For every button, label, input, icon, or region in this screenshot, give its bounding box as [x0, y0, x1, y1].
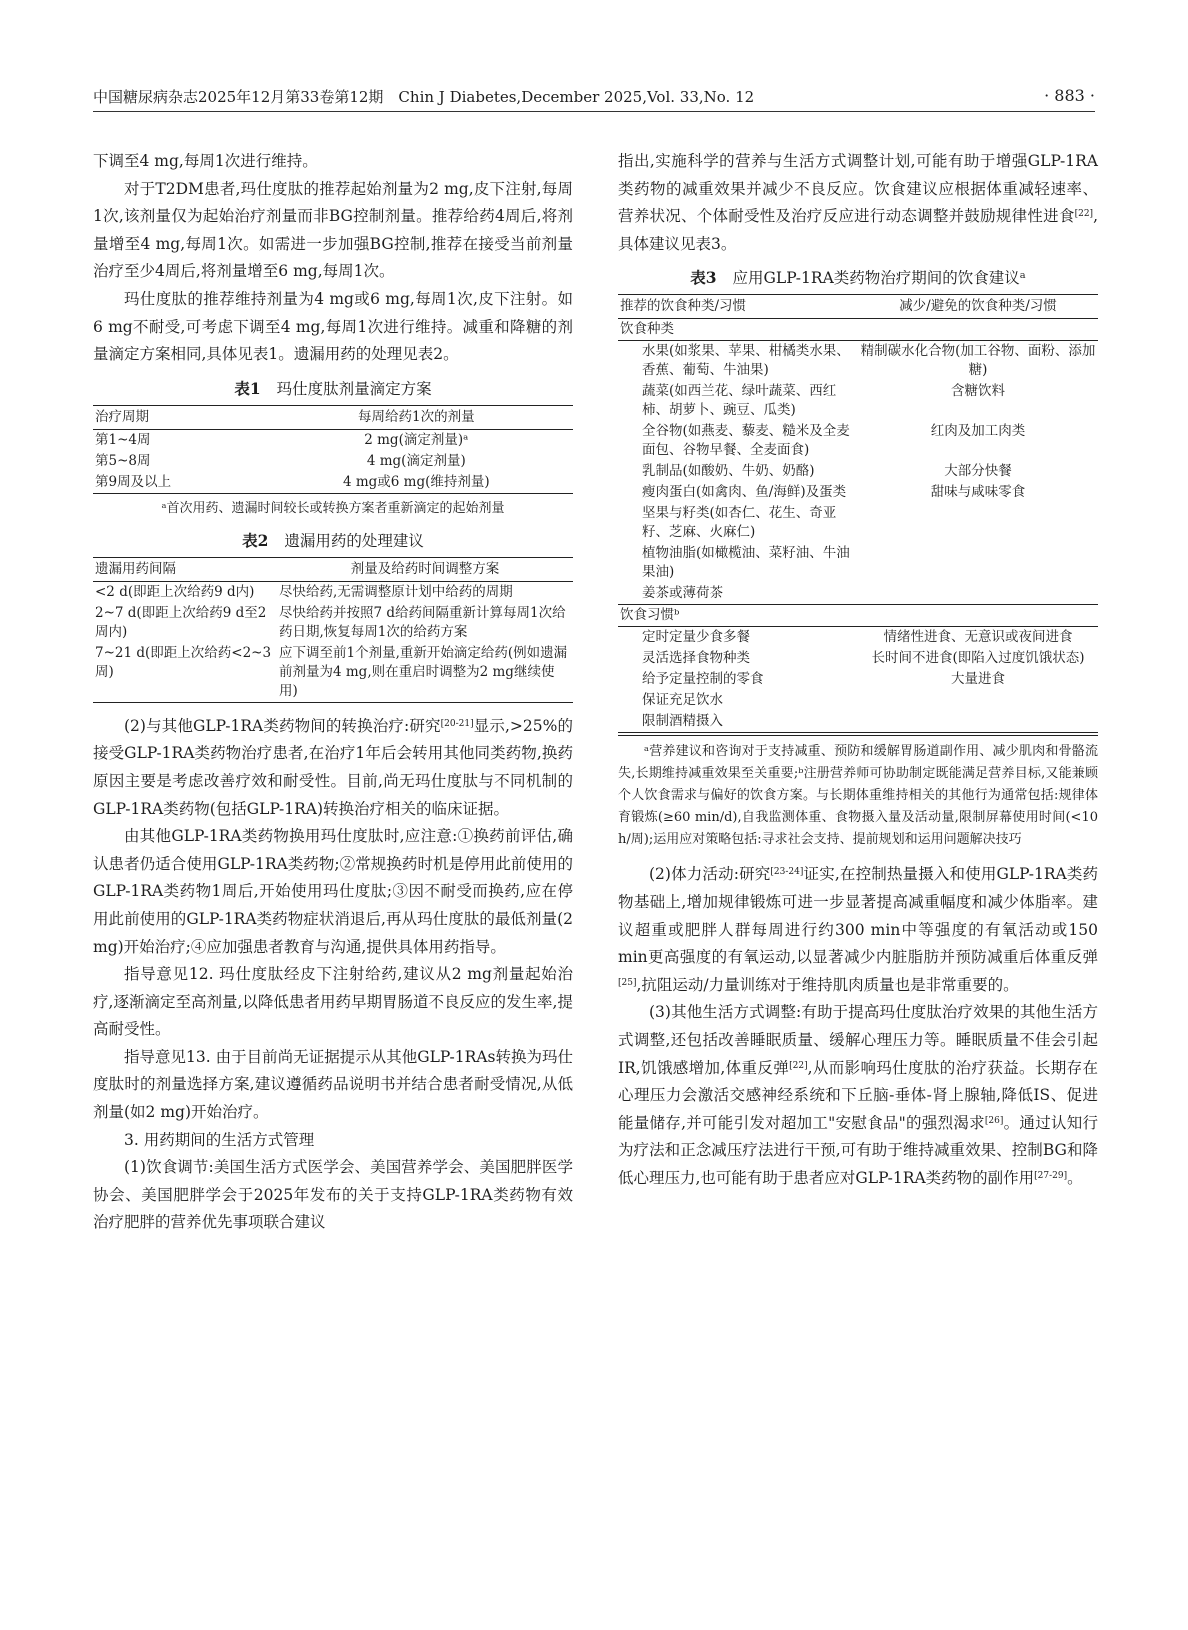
- table-cell: [858, 583, 1098, 605]
- text-run: 。通过认知行为疗法和正念减压疗法进行干预,可有助于维持减重效果、控制BG和降低心理压力,也可能有助于患者应对GLP-1RA类药物的副作用: [618, 1113, 1099, 1187]
- table-row: [93, 643, 573, 703]
- citation: [27-29]: [1034, 1170, 1068, 1181]
- table-cell: <2 d(即距上次给药9 d内): [95, 583, 255, 600]
- table-cell: 大量进食: [951, 671, 1005, 688]
- text-run: 指出,实施科学的营养与生活方式调整计划,可能有助于增强GLP-1RA类药物的减重效果并减少不良反应。饮食建议应根据体重减轻速率、营养状况、个体耐受性及治疗反应进行动态调整并鼓励规律性进食: [618, 152, 1098, 226]
- table-row: [93, 451, 573, 472]
- table-section-label: 饮食习惯ᵇ: [618, 605, 1098, 627]
- table2: [93, 557, 573, 703]
- paragraph: 由其他GLP-1RA类药物换用玛仕度肽时,应注意:①换药前评估,确认患者仍适合使用GLP-1RA类药物;②常规换药时机是停用此前使用的GLP-1RA类药物1周后,开始使用玛仕度肽;③因不耐受而换药,应在停用此前使用的GLP-1RA类药物症状消退后,再从玛仕度肽的最低剂量(2 mg)开始治疗;④应加强患者教育与沟通,提供具体用药指导。: [93, 827, 573, 956]
- table-row: [618, 669, 1098, 690]
- table2-caption: [93, 529, 573, 553]
- text-run: ,具体建议见表3。: [618, 207, 1098, 253]
- table1-footnote: ᵃ首次用药、遗漏时间较长或转换方案者重新滴定的起始剂量: [161, 500, 505, 516]
- table-cell: 灵活选择食物种类: [642, 650, 750, 667]
- table-header: 治疗周期: [93, 405, 260, 429]
- table-section-row: [618, 605, 1098, 627]
- table3-caption: [618, 266, 1098, 290]
- table-row: [618, 341, 1098, 382]
- table1: [93, 405, 573, 494]
- text-run: 。: [1067, 1168, 1083, 1187]
- table-row: [93, 581, 573, 603]
- table-row: [93, 429, 573, 451]
- table-cell: 4 mg或6 mg(维持剂量): [260, 472, 573, 494]
- table-section-label: 饮食种类: [618, 319, 1098, 341]
- right-column: [618, 148, 1098, 1193]
- table-cell: 红肉及加工肉类: [930, 423, 1026, 440]
- section-heading: 3. 用药期间的生活方式管理: [124, 1130, 315, 1149]
- paragraph: [618, 861, 1098, 999]
- table-header: 减少/避免的饮食种类/习惯: [858, 295, 1098, 319]
- table-row: [618, 648, 1098, 669]
- table-cell: 第1~4周: [95, 431, 151, 448]
- header-rule: [93, 111, 1095, 112]
- table-header-row: [93, 405, 573, 429]
- table-row: [93, 472, 573, 494]
- left-column: [93, 148, 573, 1237]
- table-cell: 情绪性进食、无意识或夜间进食: [883, 629, 1073, 646]
- citation: [20-21]: [440, 718, 474, 729]
- table-section-row: [618, 319, 1098, 341]
- table-header: 推荐的饮食种类/习惯: [618, 295, 858, 319]
- table-cell: 第9周及以上: [93, 472, 260, 494]
- table-cell: 坚果与籽类(如杏仁、花生、奇亚籽、芝麻、火麻仁): [642, 505, 837, 541]
- paragraph: [618, 148, 1098, 258]
- text-run: 证实,在控制热量摄入和使用GLP-1RA类药物基础上,增加规律锻炼可进一步显著提高减重幅度和减少体脂率。建议超重或肥胖人群每周进行约300 min中等强度的有氧活动或150 min更高强度的有氧运动,以显著减少内脏脂肪并预防减重后体重反弹: [618, 865, 1098, 967]
- paragraph: [618, 999, 1098, 1192]
- table-cell: 7~21 d(即距上次给药<2~3周): [93, 643, 277, 703]
- table-end-row: [618, 733, 1098, 736]
- table-cell: 给予定量控制的零食: [642, 671, 764, 688]
- table-row: [618, 711, 1098, 733]
- table-cell: 水果(如浆果、苹果、柑橘类水果、香蕉、葡萄、牛油果): [642, 343, 850, 379]
- table-row: [618, 543, 1098, 583]
- guidance-13-paragraph: 指导意见12. 玛仕度肽经皮下注射给药,建议从2 mg剂量起始治疗,逐渐滴定至高剂量,以降低患者用药早期胃肠道不良反应的发生率,提高耐受性。: [93, 965, 573, 1039]
- table-cell: 全谷物(如燕麦、藜麦、糙米及全麦面包、谷物早餐、全麦面食): [642, 423, 850, 459]
- table1-caption: [93, 377, 573, 401]
- table-cell: 姜茶或薄荷茶: [618, 583, 858, 605]
- table-cell: 乳制品(如酸奶、牛奶、奶酪): [642, 463, 815, 480]
- table-cell: [858, 711, 1098, 733]
- table-cell: 尽快给药并按照7 d给药间隔重新计算每周1次给药日期,恢复每周1次的给药方案: [279, 604, 566, 640]
- citation: [22]: [789, 1060, 808, 1071]
- table-header: 剂量及给药时间调整方案: [277, 557, 573, 581]
- text-run: ,抗阻运动/力量训练对于维持肌肉质量也是非常重要的。: [636, 975, 1019, 994]
- table-row: [618, 381, 1098, 421]
- table-header: 每周给药1次的剂量: [260, 405, 573, 429]
- table-row: [618, 503, 1098, 543]
- table-cell: 保证充足饮水: [642, 692, 723, 709]
- text-run: (3)其他生活方式调整:有助于提高玛仕度肽治疗效果的其他生活方式调整,还包括改善睡眠质量、缓解心理压力等。睡眠质量不佳会引起IR,饥饿感增加,体重反弹: [618, 1003, 1098, 1077]
- paragraph: (1)饮食调节:美国生活方式医学会、美国营养学会、美国肥胖医学协会、美国肥胖学会于2025年发布的关于支持GLP-1RA类药物有效治疗肥胖的营养优先事项联合建议: [93, 1158, 573, 1232]
- guidance-14-paragraph: 指导意见13. 由于目前尚无证据提示从其他GLP-1RAs转换为玛仕度肽时的剂量选择方案,建议遵循药品说明书并结合患者耐受情况,从低剂量(如2 mg)开始治疗。: [93, 1047, 573, 1122]
- table-header-row: [93, 557, 573, 581]
- table3-number: 表3: [690, 268, 717, 288]
- table-row: [618, 461, 1098, 482]
- table-row: [618, 627, 1098, 649]
- table2-number: 表2: [242, 530, 269, 550]
- citation: [23-24]: [770, 867, 804, 878]
- text-run: 显示,>25%的接受GLP-1RA类药物治疗患者,在治疗1年后会转用其他同类药物,换药原因主要是考虑改善疗效和耐受性。目前,尚无玛仕度肽与不同机制的GLP-1RA类药物(包括GLP-1RA)转换治疗相关的临床证据。: [93, 716, 573, 818]
- table1-title: 玛仕度肽剂量滴定方案: [276, 379, 432, 398]
- table-row: [618, 482, 1098, 503]
- paragraph: 玛仕度肽的推荐维持剂量为4 mg或6 mg,每周1次,皮下注射。如6 mg不耐受,可考虑下调至4 mg,每周1次进行维持。减重和降糖的剂量滴定方案相同,具体见表1。遗漏用药的处理见表2。: [93, 289, 573, 364]
- page-number: · 883 ·: [1044, 86, 1095, 105]
- paragraph: 下调至4 mg,每周1次进行维持。: [93, 152, 318, 170]
- table1-number: 表1: [234, 378, 261, 398]
- text-run: ,从而影响玛仕度肽的治疗获益。长期存在心理压力会激活交感神经系统和下丘脑-垂体-肾上腺轴,降低IS、促进能量储存,并可能引发对超加工"安慰食品"的强烈渴求: [618, 1058, 1098, 1132]
- citation: [22]: [1074, 209, 1094, 220]
- table-cell: 含糖饮料: [951, 383, 1005, 400]
- table-cell: [858, 690, 1098, 711]
- table-cell: 2~7 d(即距上次给药9 d至2周内): [95, 604, 267, 640]
- table2-title: 遗漏用药的处理建议: [284, 531, 424, 550]
- table-cell: 应下调至前1个剂量,重新开始滴定给药(例如遗漏前剂量为4 mg,则在重启时调整为2 mg继续使用): [277, 643, 573, 703]
- table3-title: 应用GLP-1RA类药物治疗期间的饮食建议ᵃ: [732, 269, 1026, 288]
- table-cell: 尽快给药,无需调整原计划中给药的周期: [279, 583, 513, 600]
- table-cell: 甜味与咸味零食: [930, 484, 1026, 501]
- text-run: (2)体力活动:研究: [649, 865, 771, 884]
- table-cell: 大部分快餐: [944, 463, 1012, 480]
- table-cell: 2 mg(滴定剂量)ᵃ: [364, 431, 469, 448]
- citation: [26]: [984, 1115, 1004, 1126]
- table-cell: 植物油脂(如橄榄油、菜籽油、牛油果油): [642, 545, 850, 581]
- table3-footnote: ᵃ营养建议和咨询对于支持减重、预防和缓解胃肠道副作用、减少肌肉和骨骼流失,长期维持减重效果至关重要;ᵇ注册营养师可协助制定既能满足营养目标,又能兼顾个人饮食需求与偏好的饮食方案。与长期体重维持相关的其他行为通常包括:规律体育锻炼(≥60 min/d),自我监测体重、食物摄入量及活动量,限制屏幕使用时间(<10 h/周);运用应对策略包括:寻求社会支持、提前规划和运用问题解决技巧: [618, 744, 1098, 848]
- table-header: 遗漏用药间隔: [93, 557, 277, 581]
- table-cell: 4 mg(滴定剂量): [366, 452, 466, 469]
- table-header-row: [618, 295, 1098, 319]
- paragraph: [93, 713, 573, 823]
- running-header: [93, 86, 1095, 112]
- table-row: [618, 421, 1098, 461]
- citation: [25]: [618, 977, 637, 988]
- table-cell: [858, 543, 1098, 583]
- table-cell: 瘦肉蛋白(如禽肉、鱼/海鲜)及蛋类: [642, 484, 847, 501]
- table-cell: 长时间不进食(即陷入过度饥饿状态): [871, 650, 1085, 667]
- table-cell: 限制酒精摄入: [618, 711, 858, 733]
- table-cell: 定时定量少食多餐: [642, 629, 750, 646]
- table-cell: 第5~8周: [95, 452, 151, 469]
- paragraph: 对于T2DM患者,玛仕度肽的推荐起始剂量为2 mg,皮下注射,每周1次,该剂量仅为起始治疗剂量而非BG控制剂量。推荐给药4周后,将剂量增至4 mg,每周1次。如需进一步加强BG控制,推荐在接受当前剂量治疗至少4周后,将剂量增至6 mg,每周1次。: [93, 179, 573, 281]
- table-row: [618, 583, 1098, 605]
- table-cell: [858, 503, 1098, 543]
- text-run: (2)与其他GLP-1RA类药物间的转换治疗:研究: [124, 716, 441, 735]
- table-cell: 精制碳水化合物(加工谷物、面粉、添加糖): [860, 343, 1096, 379]
- table-row: [618, 690, 1098, 711]
- table3: [618, 294, 1098, 736]
- journal-citation: 中国糖尿病杂志2025年12月第33卷第12期 Chin J Diabetes,December 2025,Vol. 33,No. 12: [93, 88, 755, 106]
- table-row: [93, 603, 573, 643]
- table-cell: 蔬菜(如西兰花、绿叶蔬菜、西红柿、胡萝卜、豌豆、瓜类): [642, 383, 837, 419]
- table-end-rule: [618, 733, 1098, 736]
